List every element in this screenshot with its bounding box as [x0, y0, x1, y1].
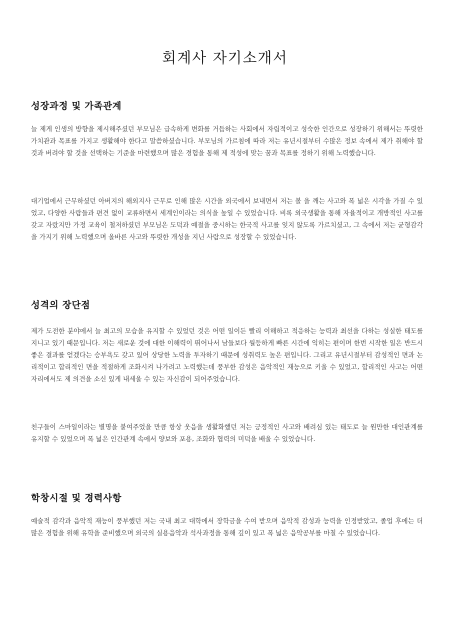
- section-paragraph: 예술적 감각과 음악적 재능이 풍부했던 저는 국내 최고 대학에서 장학금을 수여 받으며 음악적 감성과 능력을 인정받았고, 졸업 후에는 더 많은 경험을 위해 유학을 준비했으며 외국의 실용음악과 석사과정을 통해 깊이 있고 폭 넓은 음악공부를 마칠 수 있었습니다.: [31, 517, 423, 538]
- section-heading-school-career: 학창시절 및 경력사항: [31, 493, 122, 504]
- section-paragraph: 친구들이 스마일이라는 별명을 붙여주었을 만큼 항상 웃음을 생활화했던 저는 긍정적인 사고와 배려심 있는 태도로 늘 원만한 대인관계를 유지할 수 있었으며 폭 넓은 인간관계 속에서 양보와 포용, 조화와 협력의 미덕을 배울 수 있었습니다.: [31, 423, 423, 444]
- section-paragraph: 제가 도전한 분야에서 늘 최고의 모습을 유지할 수 있었던 것은 어떤 일이든 빨리 이해하고 적응하는 능력과 최선을 다하는 성실한 태도를 지니고 있기 때문입니다. 저는 새로운 것에 대한 이해력이 뛰어나서 남들보다 월등하게 빠른 시간에 익히는 편이며 한번 시작한 일은 반드시 좋은 결과를 얻겠다는 승부욕도 갖고 있어 상당한 노력을 투자하기 때문에 성취력도 높은 편입니다. 그리고 유년시절부터 감성적인 면과 논리적이고 합리적인 면을 적절하게 조화시켜 나가려고 노력했는데 풍부한 감성은 음악적인 재능으로 키울 수 있었고, 합리적인 사고는 어떤 자리에서도 제 의견을 소신 있게 내세울 수 있는 자신감이 되어주었습니다.: [31, 327, 423, 384]
- section-heading-personality: 성격의 장단점: [31, 300, 91, 311]
- section-paragraph: 대기업에서 근무하셨던 아버지의 해외지사 근무로 인해 많은 시간을 외국에서 보내면서 저는 볼 을 깨는 사고와 폭 넓은 시각을 가질 수 있었고, 다양한 사람들과 편견 없이 교류하면서 세계인이라는 의식을 높일 수 있었습니다. 비록 외국생활을 통해 자율적이고 개방적인 사고를 갖고 자랐지만 가정 교육이 철저하셨던 부모님은 도덕과 예절을 중시하는 한국적 사고를 잊지 않도록 가르치셨고, 그 속에서 저는 균형감각을 가지기 위해 노력했으며 올바른 사고와 뚜렷한 개성을 지닌 사람으로 성장할 수 있었습니다.: [31, 197, 423, 242]
- document-title: 회계사 자기소개서: [162, 51, 288, 67]
- section-heading-growth: 성장과정 및 가족관계: [31, 101, 122, 112]
- section-paragraph: 늘 제게 인생의 방향을 제시해주셨던 부모님은 급속하게 변화를 거듭하는 사회에서 자립적이고 성숙한 인간으로 성장하기 위해서는 뚜렷한 가치관과 목표를 가지고 생활해야 한다고 말씀하셨습니다. 부모님의 가르침에 따라 저는 유년시절부터 수많은 정보 속에서 제가 취해야 할 것과 버려야 할 것을 선택하는 기준을 마련했으며 많은 경험을 통해 제 적성에 맞는 꿈과 목표를 정하기 위해 노력했습니다.: [31, 125, 423, 158]
